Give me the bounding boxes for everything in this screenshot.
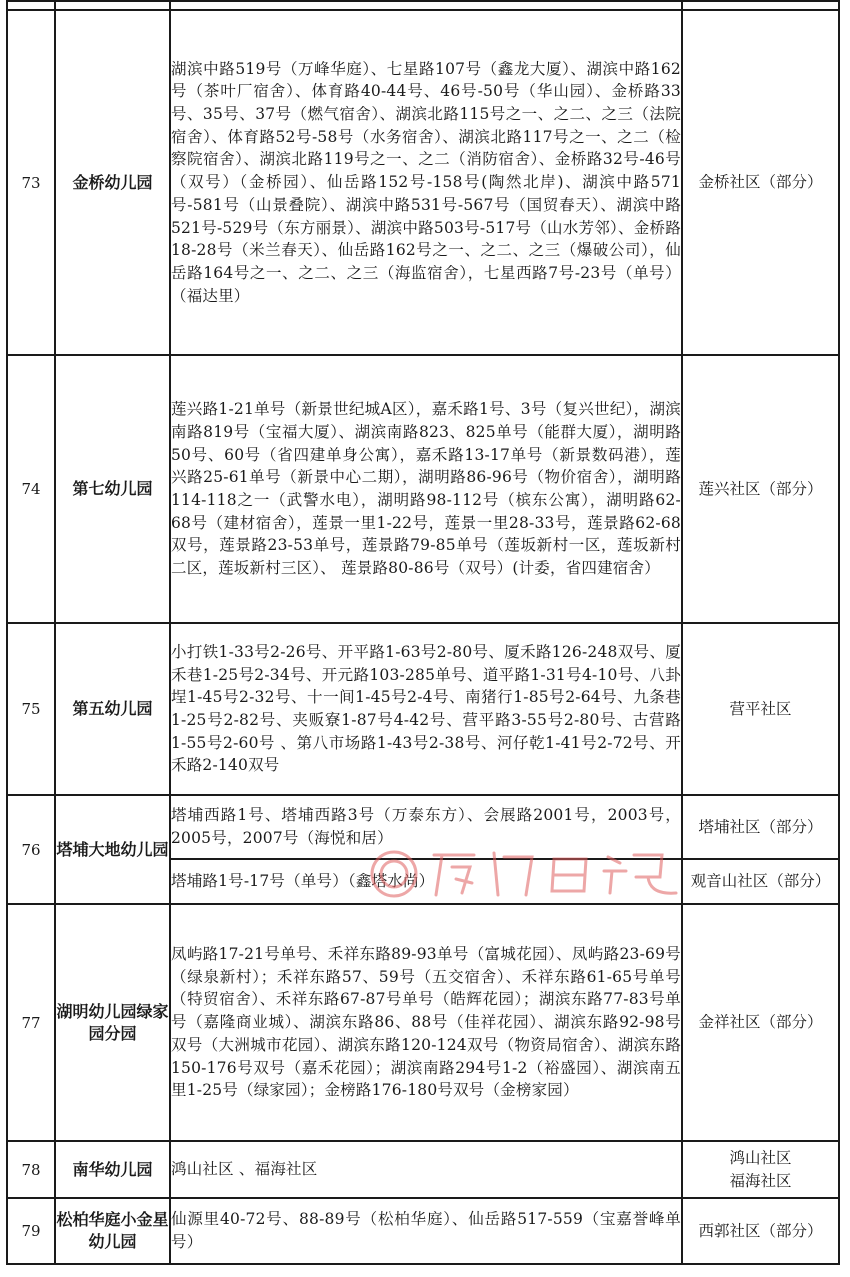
address-scope: 湖滨中路519号（万峰华庭）、七星路107号（鑫龙大厦）、湖滨中路162号（茶叶厂宿舍）、体育路40-44号、46号-50号（华山园）、金桥路33号、35号、37号（燃气宿舍）、湖滨北路115号之一、之二、之三（法院宿舍）、体育路52号-58号（水务宿舍）、湖滨北路117号之一、之二（检察院宿舍）、湖滨北路119号之一、之二（消防宿舍）、金桥路32号-46号（双号）（金桥园）、仙岳路152号-158号(陶然北岸)、湖滨中路571号-581号（山景叠院）、湖滨中路531号-567号（国贸春天）、湖滨中路521号-529号（东方丽景）、湖滨中路503号-517号（山水芳邻）、金桥路18-28号（米兰春天）、仙岳路162号之一、之二、之三（爆破公司），仙岳路164号之一、之二、之三（海监宿舍），七星西路7号-23号（单号）（福达里） [170,10,682,355]
table-row [7,1141,839,1198]
community-name: 金祥社区（部分） [682,904,839,1141]
address-scope: 小打铁1-33号2-26号、开平路1-63号2-80号、厦禾路126-248双号、厦禾巷1-25号2-34号、开元路103-285单号、道平路1-31号4-10号、八卦埕1-45号2-32号、十一间1-45号2-4号、南猪行1-85号2-64号、九条巷1-25号2-82号、夹贩寮1-87号4-42号、营平路3-55号2-80号、古营路1-55号2-60号 、第八市场路1-43号2-38号、河仔乾1-41号2-72号、开禾路2-140双号 [170,623,682,795]
kindergarten-name: 金桥幼儿园 [55,10,170,355]
kindergarten-name: 松柏华庭小金星幼儿园 [55,1198,170,1264]
row-number: 74 [7,355,55,623]
kindergarten-name: 塔埔大地幼儿园 [55,795,170,904]
community-name: 金桥社区（部分） [682,10,839,355]
kindergarten-name: 南华幼儿园 [55,1141,170,1198]
table-row [7,795,839,859]
row-number: 77 [7,904,55,1141]
address-scope [170,1,682,10]
table-row [7,904,839,1141]
kindergarten-name: 第七幼儿园 [55,355,170,623]
kindergarten-name: 湖明幼儿园绿家园分园 [55,904,170,1141]
community-name: 西郭社区（部分） [682,1198,839,1264]
row-number: 78 [7,1141,55,1198]
address-scope: 凤屿路17-21号单号、禾祥东路89-93单号（富城花园）、凤屿路23-69号（绿泉新村）；禾祥东路57、59号（五交宿舍）、禾祥东路61-65号单号（特贸宿舍）、禾祥东路67-87号单号（皓辉花园）；湖滨东路77-83号单号（嘉隆商业城）、湖滨东路86、88号（佳祥花园）、湖滨东路92-98号双号（大洲城市花园）、湖滨东路120-124双号（物资局宿舍）、湖滨东路150-176号双号（嘉禾花园）；湖滨南路294号1-2（裕盛园）、湖滨南五里1-25号（绿家园）；金榜路176-180号双号（金榜家园） [170,904,682,1141]
row-number: 79 [7,1198,55,1264]
table-row [7,1198,839,1264]
address-scope: 塔埔路1号-17号（单号）（鑫塔水尚） [170,859,682,904]
kindergarten-name [55,1,170,10]
kindergarten-name: 第五幼儿园 [55,623,170,795]
table-row [7,10,839,355]
row-number [7,1,55,10]
school-zone-table [6,0,840,1265]
row-number: 76 [7,795,55,904]
community-name: 莲兴社区（部分） [682,355,839,623]
row-number: 75 [7,623,55,795]
table-row [7,623,839,795]
community-name: 观音山社区（部分） [682,859,839,904]
table-row-partial-top [7,1,839,10]
table-row [7,355,839,623]
community-name [682,1,839,10]
address-scope: 鸿山社区 、福海社区 [170,1141,682,1198]
community-name: 塔埔社区（部分） [682,795,839,859]
address-scope: 塔埔西路1号、塔埔西路3号（万泰东方）、会展路2001号，2003号，2005号，2007号（海悦和居） [170,795,682,859]
community-name: 营平社区 [682,623,839,795]
address-scope: 仙源里40-72号、88-89号（松柏华庭）、仙岳路517-559（宝嘉誉峰单号） [170,1198,682,1264]
address-scope: 莲兴路1-21单号（新景世纪城A区），嘉禾路1号、3号（复兴世纪），湖滨南路819号（宝福大厦）、湖滨南路823、825单号（能群大厦），湖明路50号、60号（省四建单身公寓），嘉禾路13-17单号（新景数码港），莲兴路25-61单号（新景中心二期），湖明路86-96号（物价宿舍），湖明路114-118之一（武警水电），湖明路98-112号（槟东公寓），湖明路62-68号（建材宿舍），莲景一里1-22号，莲景一里28-33号，莲景路62-68双号，莲景路23-53单号，莲景路79-85单号（莲坂新村一区，莲坂新村二区，莲坂新村三区）、 莲景路80-86号（双号）(计委，省四建宿舍） [170,355,682,623]
community-name: 鸿山社区 福海社区 [682,1141,839,1198]
row-number: 73 [7,10,55,355]
